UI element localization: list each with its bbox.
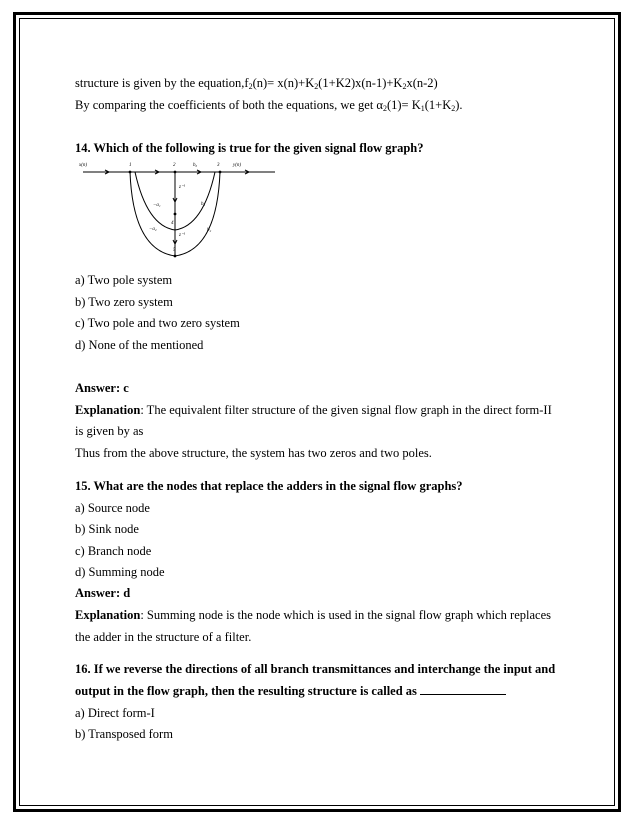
q14-explanation-3: Thus from the above structure, the system has two zeros and two poles. [75,446,432,460]
text: By comparing the coefficients of both the equations, we get α [75,98,383,112]
text: x(n-2) [406,76,438,90]
label-xn: x(n) [79,163,88,168]
answer-label: Answer: [75,381,121,395]
q14-option-a: a) Two pole system [75,273,173,287]
question-16-line-1: 16. If we reverse the directions of all branch transmittances and interchange the input and [75,662,556,676]
explanation-text: : Summing node is the node which is used in the signal flow graph which replaces [140,608,551,622]
text: (n)= x(n)+K [252,76,315,90]
equation-line [75,76,438,91]
q15-option-b: b) Sink node [75,522,139,536]
comparison-line [75,98,463,113]
q15-option-a: a) Source node [75,501,150,515]
q14-option-d: d) None of the mentioned [75,338,204,352]
question-text: output in the flow graph, then the resulting structure is called as [75,684,417,698]
q15-answer [75,586,130,601]
q15-option-d: d) Summing node [75,565,165,579]
explanation-label: Explanation [75,608,141,622]
subscript: 1 [420,104,425,113]
label-node-1: 1 [129,163,132,168]
answer-label: Answer: [75,586,121,600]
node-4 [174,213,177,216]
q14-option-b: b) Two zero system [75,295,173,309]
text: (1)= K [386,98,421,112]
node-3 [219,171,222,174]
label-node-3: 3 [217,163,220,168]
label-b0: b₀ [193,163,198,168]
subscript: 2 [402,82,407,91]
label-node-2: 2 [173,163,176,168]
answer-value: c [123,381,129,395]
label-z1: z⁻¹ [179,185,186,190]
q16-option-b: b) Transposed form [75,727,173,741]
node-2 [174,171,177,174]
q14-answer [75,381,129,396]
label-node-5: 5 [173,248,176,253]
question-14: 14. Which of the following is true for the given signal flow graph? [75,141,424,155]
explanation-text: : The equivalent filter structure of the given signal flow graph in the direct form-II [140,403,552,417]
q15-explanation-2: the adder in the structure of a filter. [75,630,252,644]
answer-value: d [123,586,131,600]
subscript: 2 [248,82,253,91]
q16-option-a: a) Direct form-I [75,706,155,720]
signal-flow-graph [75,158,285,258]
q15-explanation-1 [75,608,551,623]
q14-explanation-1 [75,403,552,418]
subscript: 2 [382,104,387,113]
question-16-line-2 [75,684,506,699]
subscript: 2 [314,82,319,91]
q15-option-c: c) Branch node [75,544,152,558]
text: (1+K2)x(n-1)+K [318,76,403,90]
label-yn: y(n) [233,163,242,168]
subscript: 2 [451,104,456,113]
label-a2: −a₂ [149,227,157,232]
text: ). [455,98,463,112]
text: structure is given by the equation,f [75,76,249,90]
text: (1+K [424,98,452,112]
label-z2: z⁻¹ [179,233,186,238]
label-node-4: 4 [171,221,174,226]
explanation-label: Explanation [75,403,141,417]
node-1 [129,171,132,174]
answer-blank [420,684,506,695]
question-15: 15. What are the nodes that replace the adders in the signal flow graphs? [75,479,463,493]
node-5 [174,255,177,258]
q14-explanation-2: is given by as [75,424,144,438]
q14-option-c: c) Two pole and two zero system [75,316,240,330]
label-b2: b₂ [207,228,212,233]
label-b1: b₁ [201,202,206,207]
label-a1: −a₁ [153,203,161,208]
